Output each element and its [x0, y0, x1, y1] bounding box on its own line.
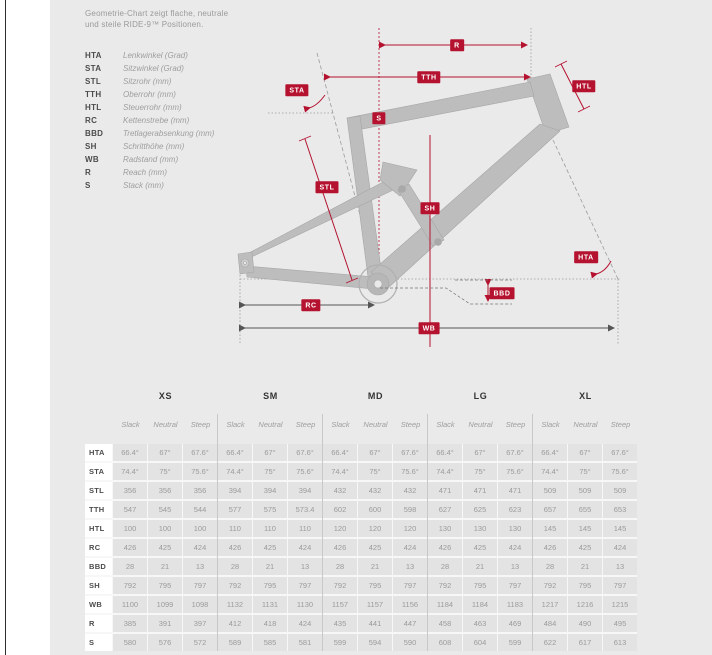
table-cell: 426	[428, 539, 462, 556]
position-header-steep: Steep	[190, 420, 211, 429]
table-cell: 1132	[218, 596, 252, 613]
table-cell: 1099	[148, 596, 182, 613]
table-cell: 145	[603, 520, 637, 537]
table-cell: 75°	[358, 463, 392, 480]
table-cell: 120	[393, 520, 427, 537]
row-label-s: S	[85, 634, 112, 651]
table-cell: 75.6°	[498, 463, 532, 480]
table-cell: 13	[498, 558, 532, 575]
legend-desc: Schritthöhe (mm)	[123, 142, 185, 151]
table-cell: 1156	[393, 596, 427, 613]
table-cell: 67°	[148, 444, 182, 461]
table-cell: 100	[113, 520, 147, 537]
position-header-steep: Steep	[295, 420, 316, 429]
table-cell: 425	[358, 539, 392, 556]
table-cell: 110	[253, 520, 287, 537]
table-cell: 432	[358, 482, 392, 499]
table-cell: 797	[288, 577, 322, 594]
table-cell: 130	[463, 520, 497, 537]
legend-desc: Stack (mm)	[123, 181, 164, 190]
table-cell: 547	[113, 501, 147, 518]
table-cell: 356	[148, 482, 182, 499]
row-label-hta: HTA	[85, 444, 112, 461]
table-cell: 509	[603, 482, 637, 499]
position-header-slack: Slack	[436, 420, 455, 429]
table-cell: 412	[218, 615, 252, 632]
legend-abbr: STA	[85, 64, 102, 73]
table-cell: 356	[113, 482, 147, 499]
table-cell: 1215	[603, 596, 637, 613]
position-header-slack: Slack	[121, 420, 140, 429]
table-cell: 394	[288, 482, 322, 499]
table-cell: 28	[113, 558, 147, 575]
table-group-separator	[532, 414, 533, 651]
table-cell: 13	[603, 558, 637, 575]
table-cell: 463	[463, 615, 497, 632]
table-cell: 418	[253, 615, 287, 632]
table-cell: 580	[113, 634, 147, 651]
table-cell: 67°	[358, 444, 392, 461]
down-tube	[371, 124, 560, 288]
table-cell: 424	[288, 615, 322, 632]
legend-desc: Sitzrohr (mm)	[123, 77, 172, 86]
table-cell: 67°	[568, 444, 602, 461]
table-cell: 458	[428, 615, 462, 632]
table-cell: 74.4°	[113, 463, 147, 480]
size-header-sm: SM	[263, 391, 278, 401]
legend-desc: Lenkwinkel (Grad)	[123, 51, 188, 60]
table-cell: 792	[533, 577, 567, 594]
table-cell: 792	[323, 577, 357, 594]
row-label-wb: WB	[85, 596, 112, 613]
position-header-steep: Steep	[610, 420, 631, 429]
table-cell: 424	[603, 539, 637, 556]
legend-abbr: BBD	[85, 129, 104, 138]
size-header-lg: LG	[473, 391, 488, 401]
table-cell: 356	[183, 482, 217, 499]
position-header-neutral: Neutral	[258, 420, 283, 429]
legend-desc: Sitzwinkel (Grad)	[123, 64, 184, 73]
diagram-label-wb: WB	[419, 322, 440, 334]
table-cell: 435	[323, 615, 357, 632]
geometry-table	[85, 444, 637, 651]
row-label-htl: HTL	[85, 520, 112, 537]
table-cell: 425	[568, 539, 602, 556]
table-cell: 432	[393, 482, 427, 499]
row-label-sta: STA	[85, 463, 112, 480]
table-cell: 599	[323, 634, 357, 651]
table-cell: 426	[218, 539, 252, 556]
table-cell: 145	[568, 520, 602, 537]
legend-desc: Tretlagerabsenkung (mm)	[123, 129, 215, 138]
table-cell: 424	[498, 539, 532, 556]
table-cell: 426	[323, 539, 357, 556]
table-cell: 792	[428, 577, 462, 594]
intro-line-1: Geometrie-Chart zeigt flache, neutrale	[85, 9, 229, 18]
table-cell: 617	[568, 634, 602, 651]
legend-desc: Reach (mm)	[123, 168, 168, 177]
table-cell: 75°	[568, 463, 602, 480]
table-cell: 13	[288, 558, 322, 575]
position-header-steep: Steep	[400, 420, 421, 429]
table-cell: 625	[463, 501, 497, 518]
table-cell: 471	[463, 482, 497, 499]
table-cell: 145	[533, 520, 567, 537]
size-header-xl: XL	[579, 391, 592, 401]
table-cell: 1100	[113, 596, 147, 613]
table-cell: 21	[463, 558, 497, 575]
table-cell: 599	[498, 634, 532, 651]
table-cell: 67°	[253, 444, 287, 461]
diagram-label-r: R	[450, 39, 464, 51]
table-cell: 66.4°	[113, 444, 147, 461]
position-subheader-row	[113, 420, 638, 429]
table-cell: 66.4°	[323, 444, 357, 461]
table-cell: 795	[148, 577, 182, 594]
table-cell: 594	[358, 634, 392, 651]
table-cell: 21	[253, 558, 287, 575]
table-cell: 120	[323, 520, 357, 537]
table-cell: 28	[533, 558, 567, 575]
row-label-r: R	[85, 615, 112, 632]
table-cell: 385	[113, 615, 147, 632]
table-cell: 484	[533, 615, 567, 632]
row-label-sh: SH	[85, 577, 112, 594]
table-cell: 792	[113, 577, 147, 594]
table-cell: 627	[428, 501, 462, 518]
diagram-label-tth: TTH	[417, 71, 440, 83]
table-cell: 75.6°	[183, 463, 217, 480]
table-cell: 471	[498, 482, 532, 499]
table-cell: 74.4°	[533, 463, 567, 480]
diagram-label-bbd: BBD	[490, 287, 515, 299]
row-label-stl: STL	[85, 482, 112, 499]
table-cell: 1130	[288, 596, 322, 613]
row-label-bbd: BBD	[85, 558, 112, 575]
table-cell: 1131	[253, 596, 287, 613]
table-cell: 797	[603, 577, 637, 594]
table-cell: 75°	[253, 463, 287, 480]
table-cell: 391	[148, 615, 182, 632]
table-cell: 67.6°	[393, 444, 427, 461]
table-group-separator	[427, 414, 428, 651]
table-cell: 74.4°	[323, 463, 357, 480]
table-cell: 21	[148, 558, 182, 575]
table-cell: 577	[218, 501, 252, 518]
legend-desc: Steuerrohr (mm)	[123, 103, 182, 112]
table-cell: 653	[603, 501, 637, 518]
table-cell: 110	[288, 520, 322, 537]
table-group-separator	[217, 414, 218, 651]
table-cell: 604	[463, 634, 497, 651]
table-group-separator	[322, 414, 323, 651]
table-cell: 397	[183, 615, 217, 632]
table-cell: 490	[568, 615, 602, 632]
table-cell: 447	[393, 615, 427, 632]
table-cell: 75.6°	[288, 463, 322, 480]
table-cell: 130	[498, 520, 532, 537]
table-cell: 425	[253, 539, 287, 556]
table-cell: 1098	[183, 596, 217, 613]
legend-abbr: RC	[85, 116, 98, 125]
table-cell: 495	[603, 615, 637, 632]
diagram-label-s: S	[372, 112, 385, 124]
table-cell: 1183	[498, 596, 532, 613]
table-cell: 424	[183, 539, 217, 556]
table-cell: 795	[358, 577, 392, 594]
legend-abbr: TTH	[85, 90, 102, 99]
table-cell: 66.4°	[428, 444, 462, 461]
table-cell: 426	[113, 539, 147, 556]
table-cell: 471	[428, 482, 462, 499]
table-cell: 21	[568, 558, 602, 575]
table-cell: 67.6°	[183, 444, 217, 461]
table-cell: 75°	[148, 463, 182, 480]
table-cell: 425	[148, 539, 182, 556]
table-cell: 469	[498, 615, 532, 632]
position-header-neutral: Neutral	[363, 420, 388, 429]
table-cell: 28	[323, 558, 357, 575]
table-cell: 797	[183, 577, 217, 594]
table-cell: 441	[358, 615, 392, 632]
table-cell: 28	[218, 558, 252, 575]
legend-desc: Oberrohr (mm)	[123, 90, 176, 99]
table-cell: 1184	[463, 596, 497, 613]
table-cell: 575	[253, 501, 287, 518]
table-cell: 13	[183, 558, 217, 575]
table-cell: 589	[218, 634, 252, 651]
diagram-label-sh: SH	[421, 202, 440, 214]
table-cell: 590	[393, 634, 427, 651]
table-cell: 394	[218, 482, 252, 499]
table-cell: 576	[148, 634, 182, 651]
table-cell: 120	[358, 520, 392, 537]
position-header-slack: Slack	[226, 420, 245, 429]
position-header-neutral: Neutral	[573, 420, 598, 429]
table-cell: 572	[183, 634, 217, 651]
table-cell: 425	[463, 539, 497, 556]
table-cell: 74.4°	[218, 463, 252, 480]
table-cell: 424	[288, 539, 322, 556]
table-cell: 602	[323, 501, 357, 518]
legend-desc: Kettenstrebe (mm)	[123, 116, 190, 125]
table-cell: 432	[323, 482, 357, 499]
table-cell: 613	[603, 634, 637, 651]
table-cell: 67.6°	[288, 444, 322, 461]
table-cell: 100	[148, 520, 182, 537]
table-cell: 509	[533, 482, 567, 499]
table-cell: 795	[463, 577, 497, 594]
table-cell: 655	[568, 501, 602, 518]
table-cell: 622	[533, 634, 567, 651]
table-cell: 66.4°	[218, 444, 252, 461]
diagram-label-hta: HTA	[574, 251, 598, 263]
size-header-xs: XS	[158, 391, 173, 401]
position-header-slack: Slack	[541, 420, 560, 429]
size-header-row	[113, 391, 638, 401]
table-cell: 13	[393, 558, 427, 575]
table-cell: 110	[218, 520, 252, 537]
table-cell: 130	[428, 520, 462, 537]
table-cell: 424	[393, 539, 427, 556]
legend-abbr: R	[85, 168, 92, 177]
table-cell: 585	[253, 634, 287, 651]
legend-abbr: STL	[85, 77, 102, 86]
chain-stay	[246, 266, 375, 289]
row-label-rc: RC	[85, 539, 112, 556]
bike-frame-silhouette	[238, 74, 569, 303]
legend-abbr: HTL	[85, 103, 102, 112]
table-cell: 657	[533, 501, 567, 518]
diagram-label-rc: RC	[301, 299, 320, 311]
position-header-neutral: Neutral	[468, 420, 493, 429]
table-cell: 797	[498, 577, 532, 594]
table-cell: 1184	[428, 596, 462, 613]
table-cell: 598	[393, 501, 427, 518]
table-cell: 1216	[568, 596, 602, 613]
table-cell: 394	[253, 482, 287, 499]
head-tube	[527, 74, 569, 134]
table-cell: 426	[533, 539, 567, 556]
table-cell: 1217	[533, 596, 567, 613]
table-cell: 75.6°	[393, 463, 427, 480]
legend-abbr: WB	[85, 155, 99, 164]
row-label-tth: TTH	[85, 501, 112, 518]
table-cell: 75°	[463, 463, 497, 480]
table-cell: 795	[568, 577, 602, 594]
intro-line-2: und steile RIDE-9™ Positionen.	[85, 20, 204, 29]
table-cell: 600	[358, 501, 392, 518]
position-header-neutral: Neutral	[153, 420, 178, 429]
table-cell: 797	[393, 577, 427, 594]
table-cell: 573.4	[288, 501, 322, 518]
table-cell: 75.6°	[603, 463, 637, 480]
table-cell: 545	[148, 501, 182, 518]
diagram-label-sta: STA	[285, 84, 308, 96]
table-cell: 21	[358, 558, 392, 575]
table-cell: 544	[183, 501, 217, 518]
table-cell: 67.6°	[498, 444, 532, 461]
table-cell: 28	[428, 558, 462, 575]
table-cell: 792	[218, 577, 252, 594]
table-cell: 608	[428, 634, 462, 651]
position-header-steep: Steep	[505, 420, 526, 429]
legend-abbr: S	[85, 181, 91, 190]
legend-desc: Radstand (mm)	[123, 155, 179, 164]
table-cell: 623	[498, 501, 532, 518]
table-cell: 795	[253, 577, 287, 594]
table-cell: 67.6°	[603, 444, 637, 461]
table-cell: 100	[183, 520, 217, 537]
table-cell: 581	[288, 634, 322, 651]
legend-abbr: HTA	[85, 51, 102, 60]
table-cell: 67°	[463, 444, 497, 461]
table-cell: 509	[568, 482, 602, 499]
diagram-label-htl: HTL	[572, 80, 595, 92]
position-header-slack: Slack	[331, 420, 350, 429]
table-cell: 1157	[323, 596, 357, 613]
table-cell: 74.4°	[428, 463, 462, 480]
size-header-md: MD	[367, 391, 384, 401]
table-cell: 66.4°	[533, 444, 567, 461]
legend-abbr: SH	[85, 142, 97, 151]
table-cell: 1157	[358, 596, 392, 613]
diagram-label-stl: STL	[315, 181, 338, 193]
